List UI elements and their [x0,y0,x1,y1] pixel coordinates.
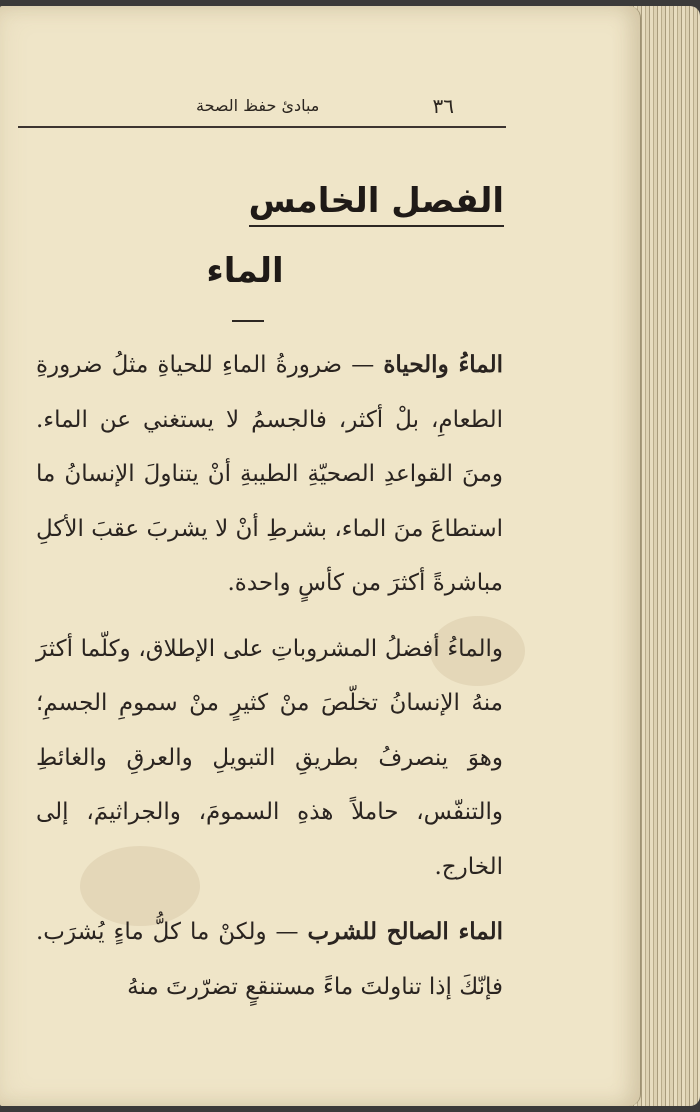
paragraph-text: والماءُ أفضلُ المشروباتِ على الإطلاق، وكلّما أكثرَ منهُ الإنسانُ تخلّصَ منْ كثيرٍ منْ سمومِ الجسمِ؛ وهوَ ينصرفُ بطريقِ التبويلِ والعرقِ والغائطِ والتنفّس، حاملاً هذهِ السمومَ، والجراثيمَ، إلى الخارج. [36,635,503,880]
paragraph-lead: الماءُ والحياة [383,351,504,378]
page-number: ٣٦ [432,94,454,118]
section-title: الماء [206,251,284,291]
body-text [36,338,503,1014]
chapter-title: الفصل الخامس [249,181,504,227]
section-rule [232,320,264,322]
paragraph-text: — ضرورةُ الماءِ للحياةِ مثلُ ضرورةِ الطعامِ، بلْ أكثر، فالجسمُ لا يستغني عن الماء. ومنَ القواعدِ الصحيّةِ الطيبةِ أنْ يتناولَ الإنسانُ ما استطاعَ منَ الماء، بشرطِ أنْ لا يشربَ عقبَ الأكلِ مباشرةً أكثرَ من كأسٍ واحدة. [36,352,503,596]
paragraph-water-and-life [36,338,503,611]
paragraph-lead: الماء الصالح للشرب [307,918,503,945]
running-title: مبادئ حفظ الصحة [196,96,320,115]
paragraph-best-drink [36,622,503,895]
book-page [0,6,641,1106]
paragraph-drinkable-water [36,905,503,1014]
paragraph-text: — ولكنْ ما كلُّ ماءٍ يُشرَب. فإنّكَ إذا تناولتَ ماءً مستنقعٍ تضرّرتَ منهُ [36,919,503,1000]
page-header [18,86,506,128]
